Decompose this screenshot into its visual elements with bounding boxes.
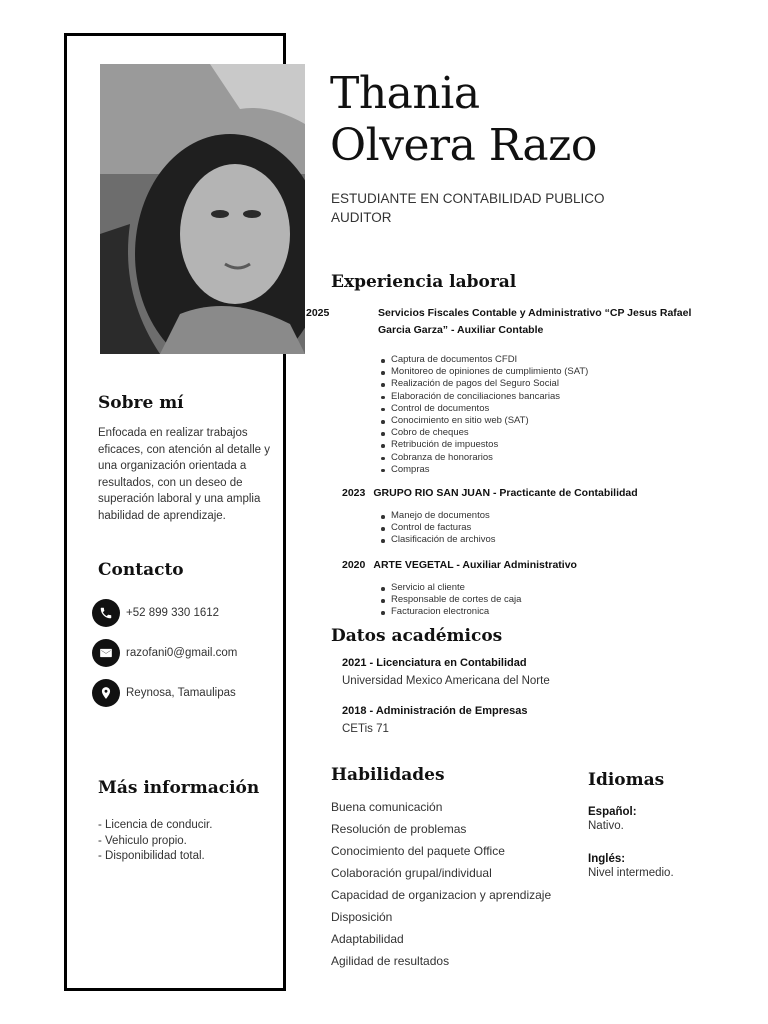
location-pin-icon — [92, 679, 120, 707]
job-task-list — [380, 510, 496, 547]
job-task: Retribución de impuestos — [380, 439, 588, 451]
job-task: Cobranza de honorarios — [380, 452, 588, 464]
job-header — [342, 557, 577, 574]
more-info-item: - Disponibilidad total. — [98, 850, 205, 862]
job-task: Monitoreo de opiniones de cumplimiento (SAT) — [380, 366, 588, 378]
contact-phone[interactable]: +52 899 330 1612 — [126, 607, 220, 619]
job-task: Manejo de documentos — [380, 510, 496, 522]
phone-icon — [92, 599, 120, 627]
education-school: CETis 71 — [342, 723, 389, 735]
contact-location: Reynosa, Tamaulipas — [126, 687, 236, 699]
skills-heading: Habilidades — [331, 765, 445, 785]
job-title: ARTE VEGETAL - Auxiliar Administrativo — [373, 559, 577, 571]
skill-item: Capacidad de organizacion y aprendizaje — [331, 888, 552, 902]
job-task: Compras — [380, 464, 588, 476]
job-task: Captura de documentos CFDI — [380, 354, 588, 366]
contact-location-row — [92, 679, 236, 707]
job-task: Control de documentos — [380, 403, 588, 415]
language-level: Nativo. — [588, 820, 624, 832]
job-task-list — [380, 354, 588, 476]
job-year: 2025 — [306, 307, 330, 319]
skill-item: Conocimiento del paquete Office — [331, 844, 505, 858]
language-name: Español: — [588, 806, 637, 818]
skills-list — [331, 796, 551, 972]
language-level: Nivel intermedio. — [588, 867, 674, 879]
job-task: Elaboración de conciliaciones bancarias — [380, 391, 588, 403]
job-year: 2023 — [342, 487, 366, 499]
more-info-heading: Más información — [98, 778, 260, 798]
job-task: Facturacion electronica — [380, 606, 521, 618]
contact-heading: Contacto — [98, 560, 184, 580]
contact-email[interactable]: razofani0@gmail.com — [126, 647, 238, 659]
job-task: Responsable de cortes de caja — [380, 594, 521, 606]
about-text: Enfocada en realizar trabajos eficaces, con atención al detalle y una organización orientada a resultados, con un deseo de superación laboral y una amplia habilidad de aprendizaje. — [98, 427, 270, 522]
languages-heading: Idiomas — [588, 770, 665, 790]
job-task: Control de facturas — [380, 522, 496, 534]
skill-item: Resolución de problemas — [331, 822, 467, 836]
skill-item: Adaptabilidad — [331, 932, 404, 946]
job-header — [342, 485, 638, 502]
name-line-1: Thania — [330, 68, 480, 119]
full-name — [330, 68, 597, 172]
education-school: Universidad Mexico Americana del Norte — [342, 675, 550, 687]
skill-item: Agilidad de resultados — [331, 954, 450, 968]
education-title: 2021 - Licenciatura en Contabilidad — [342, 657, 527, 669]
skill-item: Disposición — [331, 910, 393, 924]
job-year: 2020 — [342, 559, 366, 571]
job-task: Conocimiento en sitio web (SAT) — [380, 415, 588, 427]
job-task: Servicio al cliente — [380, 582, 521, 594]
profile-photo — [100, 64, 305, 354]
language-name: Inglés: — [588, 853, 626, 865]
job-task-list — [380, 582, 521, 619]
job-title: GRUPO RIO SAN JUAN - Practicante de Contabilidad — [373, 487, 638, 499]
more-info-item: - Licencia de conducir. — [98, 819, 213, 831]
contact-phone-row — [92, 599, 219, 627]
mail-icon — [92, 639, 120, 667]
name-line-2: Olvera Razo — [330, 120, 597, 171]
skill-item: Buena comunicación — [331, 800, 443, 814]
job-header — [306, 305, 707, 339]
education-title: 2018 - Administración de Empresas — [342, 705, 528, 717]
professional-title: ESTUDIANTE EN CONTABILIDAD PUBLICO AUDITOR — [331, 191, 605, 225]
about-heading: Sobre mí — [98, 393, 184, 413]
job-task: Cobro de cheques — [380, 427, 588, 439]
skill-item: Colaboración grupal/individual — [331, 866, 492, 880]
more-info-item: - Vehiculo propio. — [98, 834, 187, 847]
education-heading: Datos académicos — [331, 626, 503, 646]
more-info-list — [98, 818, 212, 865]
experience-heading: Experiencia laboral — [331, 272, 517, 292]
contact-email-row — [92, 639, 237, 667]
job-title: Servicios Fiscales Contable y Administrativo “CP Jesus Rafael Garcia Garza” - Auxiliar Contable — [378, 307, 692, 336]
job-task: Realización de pagos del Seguro Social — [380, 378, 588, 390]
job-task: Clasificación de archivos — [380, 534, 496, 546]
